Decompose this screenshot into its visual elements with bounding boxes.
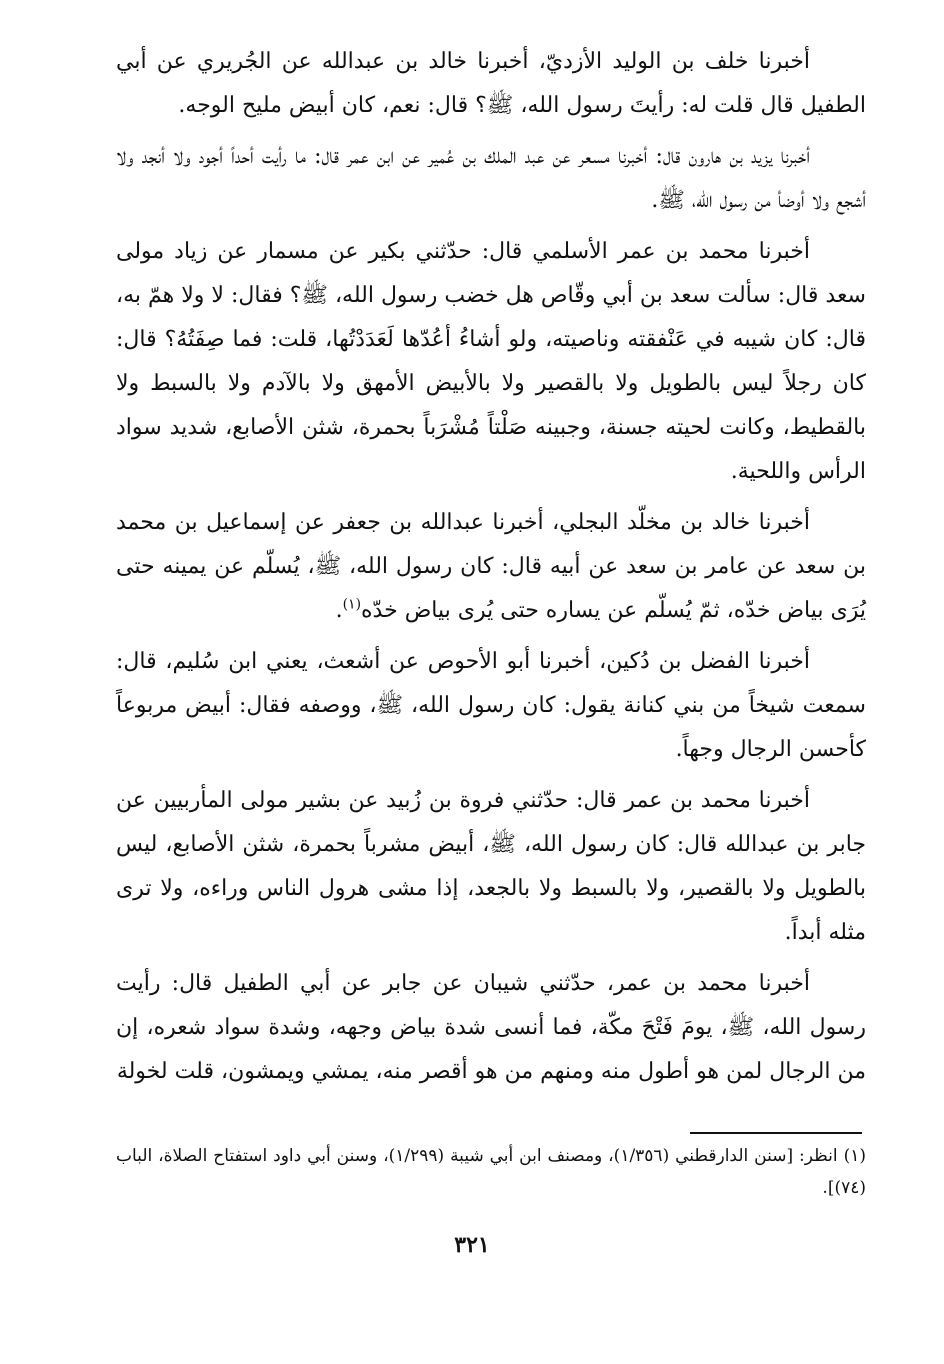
paragraph-6: أخبرنا محمد بن عمر قال: حدّثني فروة بن زُبيد عن بشير مولى المأربيين عن جابر بن عبدالله قال: كان رسول الله، ﷺ، أبيض مشرباً بحمرة، شثن الأصابع، ليس بالطويل ولا بالقصير، ولا بالسبط ولا بالجعد، إذا مشى هرول الناس وراءه، ولا ترى مثله أبداً.: [116, 788, 867, 945]
footnote: [116, 1140, 866, 1204]
paragraph-4: [116, 501, 866, 633]
paragraph-3: أخبرنا محمد بن عمر الأسلمي قال: حدّثني بكير عن مسمار عن زياد مولى سعد قال: سألت سعد بن أبي وقّاص هل خضب رسول الله، ﷺ؟ فقال: لا ولا همّ به، قال: كان شيبه في عَنْفقته وناصيته، ولو أشاءُ أعُدّها لَعَدَدْتُها، قلت: فما صِفَتُهُ؟ قال: كان رجلاً ليس بالطويل ولا بالقصير ولا بالأبيض الأمهق ولا بالآدم ولا بالسبط ولا بالقطيط، وكانت لحيته جسنة، وجبينه صَلْتاً مُشْرَباً بحمرة، شثن الأصابع، شديد سواد الرأس واللحية.: [116, 239, 867, 484]
paragraph-2: أخبرنا يزيد بن هارون قال: أخبرنا مسعر عن عبد الملك بن عُمير عن ابن عمر قال: ما رأيت أحداً أجود ولا أنجد ولا أشجع ولا أوضأ من رسول الله، ﷺ.: [116, 144, 866, 213]
paragraph-7: أخبرنا محمد بن عمر، حدّثني شيبان عن جابر عن أبي الطفيل قال: رأيت رسول الله، ﷺ، يومَ فَتْحَ مكّة، فما أنسى شدة بياض وجهه، وشدة سواد شعره، إن من الرجال لمن هو أطول منه ومنهم من هو أقصر منه، يمشي ويمشون، قلت لخولة: [116, 971, 866, 1084]
page-number: ٣٢١: [454, 1232, 490, 1258]
footnote-text: انظر: [سنن الدارقطني (١/٣٥٦)، ومصنف ابن أبي شيبة (١/٢٩٩)، وسنن أبي داود استفتاح الصلاة، الباب (٧٤)].: [116, 1146, 866, 1198]
footnote-reference: (١): [342, 596, 362, 613]
footnote-marker: (١): [843, 1146, 866, 1166]
paragraph-5: أخبرنا الفضل بن دُكين، أخبرنا أبو الأحوص عن أشعث، يعني ابن سُليم، قال: سمعت شيخاً من بني كنانة يقول: كان رسول الله، ﷺ، ووصفه فقال: أبيض مربوعاً كأحسن الرجال وجهاً.: [116, 649, 866, 762]
paragraph-4-text: أخبرنا خالد بن مخلّد البجلي، أخبرنا عبدالله بن جعفر عن إسماعيل بن محمد بن سعد عن عامر بن سعد عن أبيه قال: كان رسول الله، ﷺ، يُسلّم عن يمينه حتى يُرَى بياض خدّه، ثمّ يُسلّم عن يساره حتى يُرى بياض خدّه: [116, 510, 866, 623]
main-text: [116, 40, 866, 1101]
footnote-divider: [690, 1132, 862, 1134]
paragraph-4-end: .: [335, 598, 343, 623]
paragraph-1: أخبرنا خلف بن الوليد الأزديّ، أخبرنا خالد بن عبدالله عن الجُريري عن أبي الطفيل قال قلت له: رأيتَ رسول الله، ﷺ؟ قال: نعم، كان أبيض مليح الوجه.: [116, 49, 866, 118]
